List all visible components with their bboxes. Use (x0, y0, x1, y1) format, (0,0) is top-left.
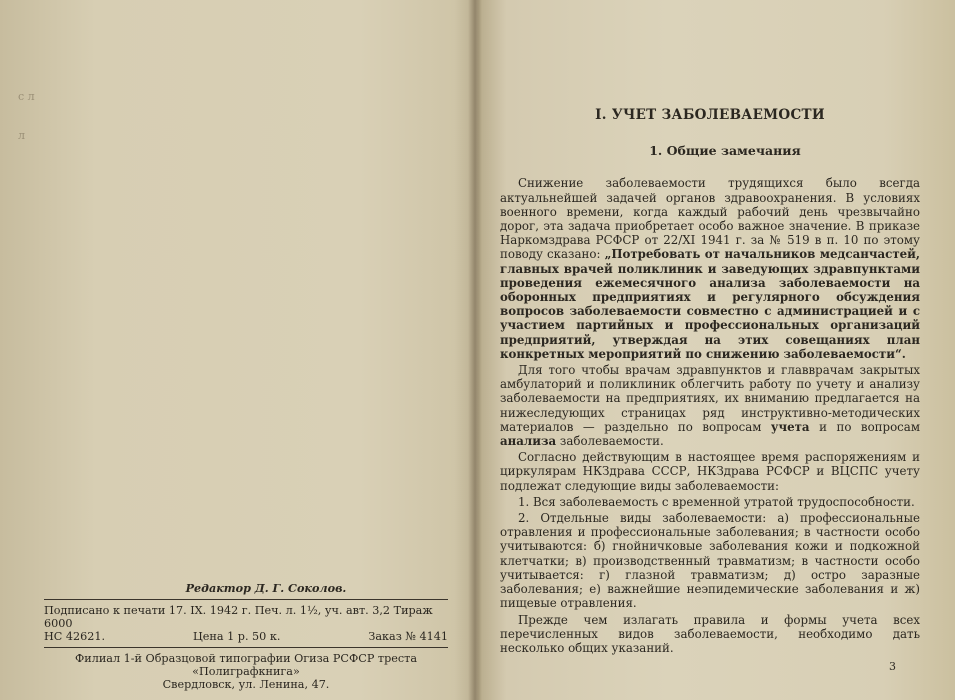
imprint-block (44, 582, 448, 691)
editor-credit: Редактор Д. Г. Соколов. (185, 581, 347, 595)
paragraph-3: Согласно действующим в настоящее время распоряжениям и циркулярам НКЗдрава СССР, НКЗдрава РСФСР и ВЦСПС учету подлежат следующие виды заболеваемости: (500, 450, 920, 493)
divider (44, 647, 448, 648)
print-details-line: Подписано к печати 17. IX. 1942 г. Печ. л. 1½, уч. авт. 3,2 Тираж 6000 (44, 604, 433, 630)
emphasis-uchet: учета (770, 419, 810, 434)
paragraph-4: 1. Вся заболеваемость с временной утратой трудоспособности. (518, 494, 915, 509)
paragraph-text: Для того чтобы врачам здравпунктов и главврачам закрытых амбулаторий и поликлиник облегчить работу по учету и анализу заболеваемости на предприятиях, их вниманию предлагается на нижеследующих страницах ряд инструктивно-методических материалов — раздельно по вопросам (500, 363, 920, 434)
emphasis-analiz: анализа (500, 434, 557, 449)
page-number: 3 (889, 660, 896, 673)
printer-address: Свердловск, ул. Ленина, 47. (162, 678, 330, 691)
page-edge-mark: с л л (18, 90, 35, 142)
paragraph-text: Снижение заболеваемости трудящихся было всегда актуальнейшей задачей органов здравоохранения. В условиях военного времени, когда каждый рабочий день чрезвычайно дорог, эта задача приобретает особо важное значение. В приказе Наркомздрава РСФСР от 22/XI 1941 г. за № 519 в п. 10 по этому поводу сказано: (500, 176, 920, 262)
book-spine (468, 0, 482, 700)
paragraph-text: заболеваемости. (556, 434, 664, 449)
divider (44, 599, 448, 600)
paragraph-1 (500, 176, 920, 361)
printer-line: Филиал 1-й Образцовой типографии Огиза РСФСР треста «Полиграфкнига» (74, 652, 418, 678)
paragraph-6: Прежде чем излагать правила и формы учета всех перечисленных видов заболеваемости, необходимо дать несколько общих указаний. (500, 612, 920, 655)
paragraph-text: и по вопросам (809, 419, 920, 434)
price: Цена 1 р. 50 к. (193, 630, 281, 643)
subsection-title: 1. Общие замечания (649, 143, 801, 159)
section-title: I. УЧЕТ ЗАБОЛЕВАЕМОСТИ (595, 107, 825, 123)
article-body (500, 108, 920, 655)
order-number: Заказ № 4141 (368, 630, 448, 643)
paragraph-2 (500, 363, 920, 448)
print-details-row (44, 630, 448, 643)
order-quote: „Потребовать от начальников медсанчастей, главных врачей поликлиник и заведующих здравпунктами проведения ежемесячного анализа заболеваемости на оборонных предприятиях и регулярного обсуждения вопросов заболеваемости совместно с администрацией и с участием партийных и профессиональных организаций предприятий, утверждая на этих совещаниях план конкретных мероприятий по снижению заболеваемости“. (500, 247, 920, 361)
paragraph-5: 2. Отдельные виды заболеваемости: а) профессиональные отравления и профессиональные заболевания; в частности особо учитываются: б) гнойничковые заболевания кожи и подкожной клетчатки; в) производственный травматизм; в частности особо учитывается: г) глазной травматизм; д) остро заразные заболевания; е) важнейшие неэпидемические заболевания и ж) пищевые отравления. (500, 511, 920, 611)
order-code: НС 42621. (44, 630, 106, 643)
